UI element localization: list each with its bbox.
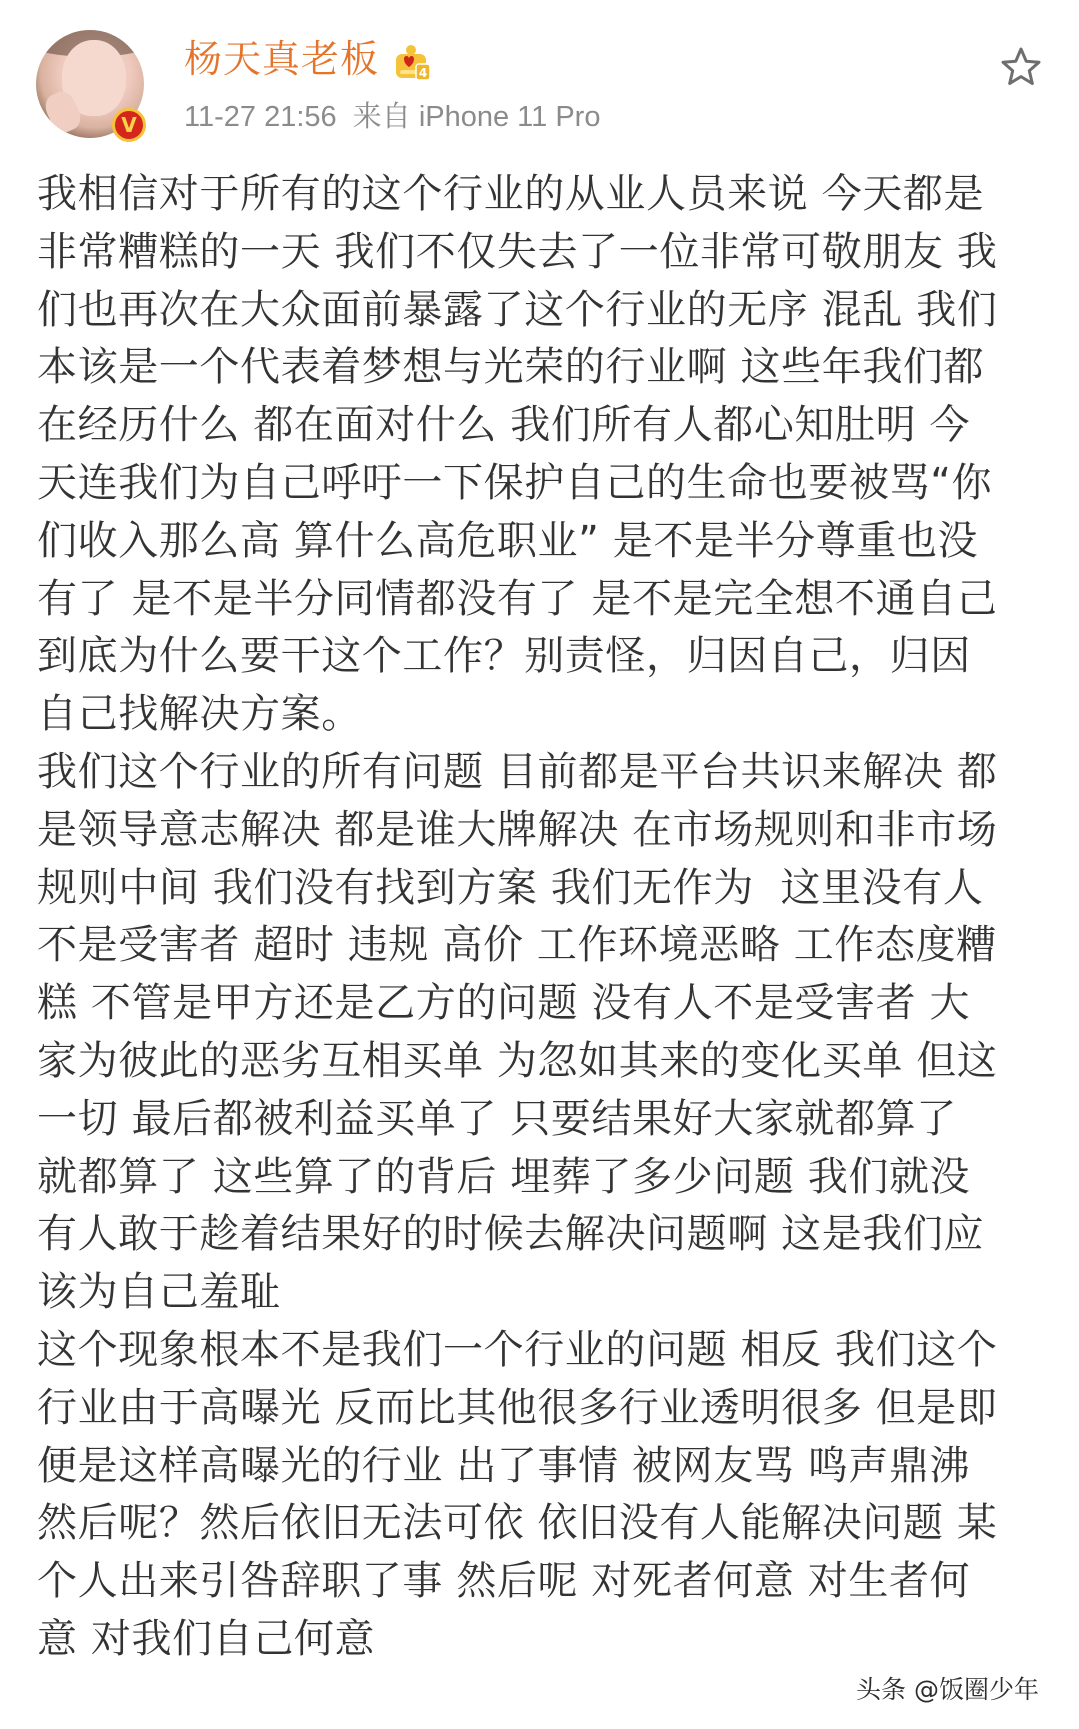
post-line: 就都算了 这些算了的背后 埋葬了多少问题 我们就没 <box>37 1153 971 1200</box>
post-line: 这个现象根本不是我们一个行业的问题 相反 我们这个 <box>37 1326 998 1373</box>
verified-v-icon: V <box>112 108 146 142</box>
post-line: 个人出来引咎辞职了事 然后呢 对死者何意 对生者何 <box>37 1558 971 1605</box>
post-line: 到底为什么要干这个工作？别责怪，归因自己，归因 <box>37 633 971 680</box>
post-line: 是领导意志解决 都是谁大牌解决 在市场规则和非市场 <box>37 806 998 853</box>
star-outline-icon[interactable] <box>998 44 1044 90</box>
post-line: 有了 是不是半分同情都没有了 是不是完全想不通自己 <box>37 575 998 622</box>
crown-member-icon[interactable] <box>392 42 432 82</box>
post-meta: 11-27 21:56 来自 iPhone 11 Pro <box>184 101 601 133</box>
post-line: 在经历什么 都在面对什么 我们所有人都心知肚明 今 <box>37 402 971 449</box>
source-watermark: 头条 @饭圈少年 <box>856 1675 1039 1704</box>
post-line: 自己找解决方案。 <box>37 691 362 738</box>
post-header <box>0 0 1079 160</box>
post-line: 天连我们为自己呼吁一下保护自己的生命也要被骂“你 <box>37 459 993 506</box>
post-line: 该为自己羞耻 <box>37 1269 281 1316</box>
post-line: 规则中间 我们没有找到方案 我们无作为 这里没有人 <box>37 864 984 911</box>
post-line: 我相信对于所有的这个行业的从业人员来说 今天都是 <box>37 171 985 217</box>
post-line: 家为彼此的恶劣互相买单 为忽如其来的变化买单 但这 <box>37 1037 998 1084</box>
post-line: 便是这样高曝光的行业 出了事情 被网友骂 鸣声鼎沸 <box>37 1442 971 1489</box>
post-line: 不是受害者 超时 违规 高价 工作环境恶略 工作态度糟 <box>37 922 997 969</box>
post-line: 非常糟糕的一天 我们不仅失去了一位非常可敬朋友 我 <box>37 228 998 275</box>
post-line: 们收入那么高 算什么高危职业” 是不是半分尊重也没 <box>37 517 979 564</box>
post-line: 有人敢于趁着结果好的时候去解决问题啊 这是我们应 <box>37 1211 985 1258</box>
post-body <box>37 166 1047 1669</box>
post-line: 意 对我们自己何意 <box>37 1615 376 1662</box>
user-name[interactable]: 杨天真老板 <box>184 37 380 81</box>
member-level: 4 <box>418 66 428 80</box>
post-line: 们也再次在大众面前暴露了这个行业的无序 混乱 我们 <box>37 286 998 333</box>
post-line: 本该是一个代表着梦想与光荣的行业啊 这些年我们都 <box>37 344 985 391</box>
post-line: 一切 最后都被利益买单了 只要结果好大家就都算了 <box>37 1095 957 1142</box>
post-line: 糕 不管是甲方还是乙方的问题 没有人不是受害者 大 <box>37 980 971 1027</box>
post-line: 我们这个行业的所有问题 目前都是平台共识来解决 都 <box>37 748 998 795</box>
post-line: 行业由于高曝光 反而比其他很多行业透明很多 但是即 <box>37 1384 998 1431</box>
post-line: 然后呢？然后依旧无法可依 依旧没有人能解决问题 某 <box>37 1500 998 1547</box>
